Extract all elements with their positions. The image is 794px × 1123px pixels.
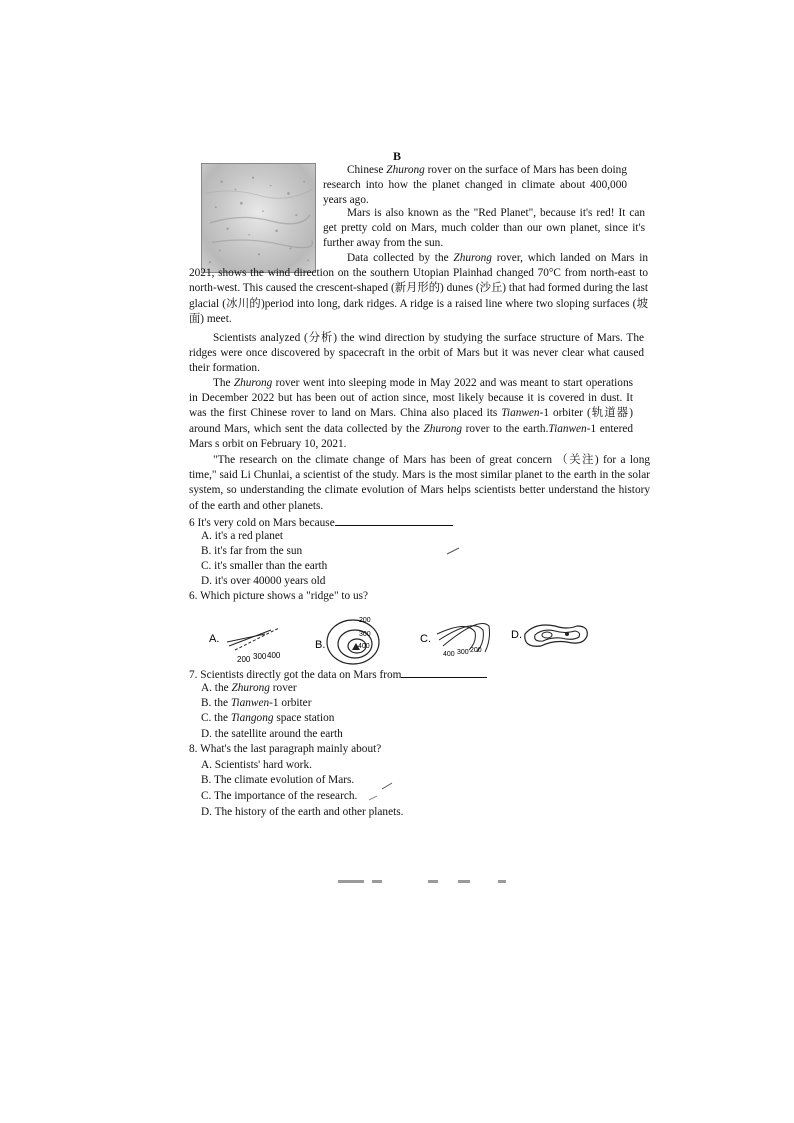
diagram-d[interactable]	[511, 625, 587, 646]
diagram-a-number: 400	[267, 651, 281, 660]
option-a[interactable]: A. it's a red planet	[201, 530, 284, 542]
passage-text: Scientists analyzed (分析) the wind direction by studying the surface structure of Mars. The ridges were once discovered by spacecraft in the orbit of Mars but it was never clear what caused their formation.	[189, 332, 644, 375]
diagram-c-number: 300	[457, 649, 469, 656]
option-d[interactable]: D. The history of the earth and other planets.	[201, 806, 404, 818]
diagram-d-label: D.	[511, 629, 522, 641]
passage-text: "The research on the climate change of Mars has been of great concern （关注) for a long time," said Li Chunlai, a scientist of the study. Mars is the most similar planet to the earth in the solar system, so understanding the climate evolution of Mars helps scientists better understand the history of the earth and other planets.	[189, 454, 650, 512]
passage-paragraph-6	[189, 453, 650, 514]
diagram-b-number: 300	[359, 631, 371, 638]
passage-text: The Zhurong rover went into sleeping mode in May 2022 and was meant to start operations in December 2022 but has been out of action since, most likely because it is covered in dust. It was the first Chinese rover to land on Mars. China also placed its Tianwen-1 orbiter (轨道器) around Mars, which sent the data collected by the Zhurong rover to the earth.Tianwen-1 entered Mars s orbit on February 10, 2021.	[189, 377, 633, 450]
question-text: 6 It's very cold on Mars because	[189, 517, 335, 529]
pencil-mark-icon	[368, 794, 378, 802]
option-b[interactable]: B. it's far from the sun	[201, 545, 303, 557]
answer-blank[interactable]	[401, 666, 487, 678]
diagram-a[interactable]	[209, 628, 281, 664]
diagram-a-number: 300	[253, 652, 267, 661]
passage-paragraph-5	[189, 376, 633, 452]
passage-paragraph-3	[189, 251, 648, 327]
diagram-c[interactable]	[420, 624, 490, 659]
passage-paragraph-2	[323, 206, 645, 252]
ridge-diagrams	[205, 612, 605, 668]
pencil-mark-icon	[446, 546, 460, 556]
option-c[interactable]: C. it's smaller than the earth	[201, 560, 328, 572]
diagram-c-number: 200	[470, 647, 482, 654]
option-d[interactable]: D. the satellite around the earth	[201, 728, 343, 740]
passage-paragraph-1	[323, 163, 627, 209]
option-a[interactable]: A. the Zhurong rover	[201, 682, 297, 694]
diagram-b[interactable]	[315, 617, 379, 664]
diagram-a-label: A.	[209, 633, 220, 645]
diagram-c-label: C.	[420, 633, 431, 645]
passage-text: Chinese Zhurong rover on the surface of Mars has been doing research into how the planet changed in climate about 400,000 years ago.	[323, 164, 627, 207]
footer-smudge	[338, 879, 508, 884]
passage-text: Mars is also known as the "Red Planet", because it's red! It can get pretty cold on Mars, much colder than our own planet, since it's further away from the sun.	[323, 207, 645, 250]
answer-blank[interactable]	[335, 514, 453, 526]
passage-text: Data collected by the Zhurong rover, which landed on Mars in 2021, shows the wind direction on the southern Utopian Plainhad changed 70°C from north-east to north-west. This caused the crescent-shaped (新月形的) dunes (沙丘) that had formed during the last glacial (冰川的)period into long, dark ridges. A ridge is a raised line where two sloping surfaces (坡面) meet.	[189, 252, 648, 325]
diagram-b-number: 400	[358, 643, 370, 650]
diagram-a-number: 200	[237, 655, 251, 664]
option-d[interactable]: D. it's over 40000 years old	[201, 575, 326, 587]
option-b[interactable]: B. The climate evolution of Mars.	[201, 774, 355, 786]
passage-paragraph-4	[189, 331, 644, 377]
question-stem: 6. Which picture shows a "ridge" to us?	[189, 590, 369, 602]
question-stem: 8. What's the last paragraph mainly about?	[189, 743, 382, 755]
diagram-b-number: 200	[359, 617, 371, 624]
pencil-mark-icon	[381, 781, 393, 791]
diagram-c-number: 400	[443, 651, 455, 658]
option-c[interactable]: C. the Tiangong space station	[201, 712, 335, 724]
section-label: B	[392, 149, 401, 163]
diagram-b-label: B.	[315, 639, 326, 651]
option-b[interactable]: B. the Tianwen-1 orbiter	[201, 697, 312, 709]
question-text: 7. Scientists directly got the data on Mars from	[189, 669, 402, 681]
option-a[interactable]: A. Scientists' hard work.	[201, 759, 312, 771]
option-c[interactable]: C. The importance of the research.	[201, 790, 358, 802]
